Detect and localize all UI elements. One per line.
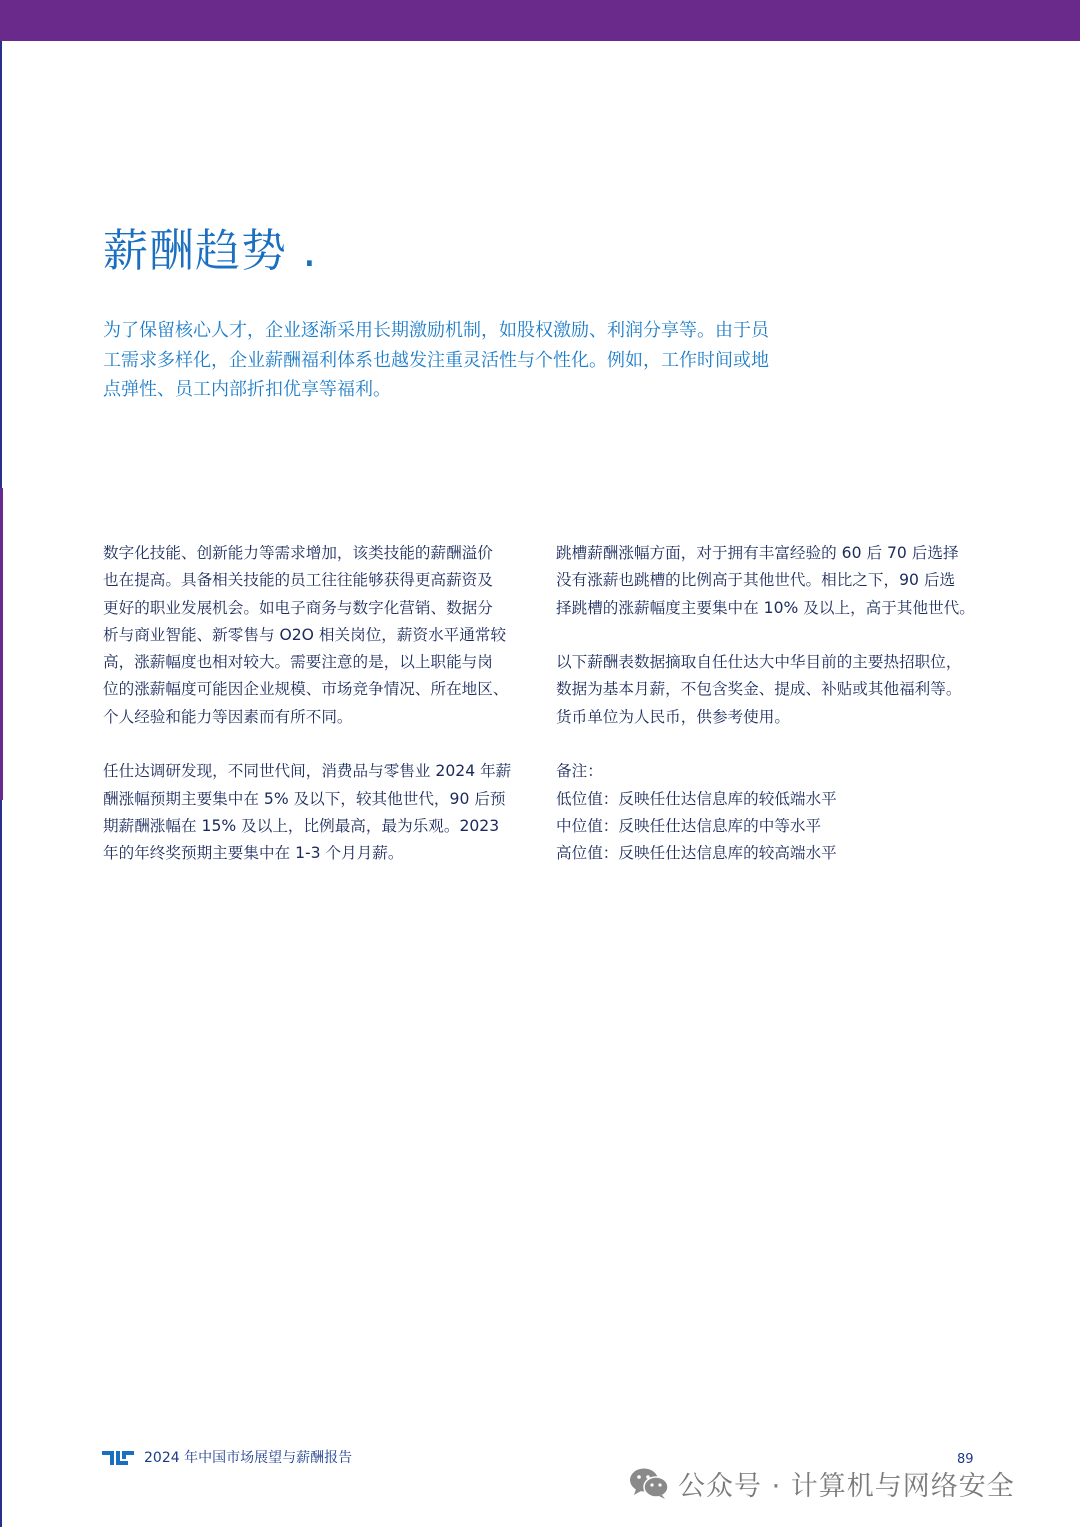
right-column (556, 540, 996, 895)
intro-line: 为了保留核心人才，企业逐渐采用长期激励机制，如股权激励、利润分享等。由于员 (103, 320, 769, 341)
note-high: 高位值：反映任仕达信息库的较高端水平 (556, 844, 837, 863)
left-paragraph-skills (103, 540, 533, 731)
text-line: 也在提高。具备相关技能的员工往往能够获得更高薪资及 (103, 571, 493, 590)
page-title: 薪酬趋势 . (103, 224, 318, 277)
note-low: 低位值：反映任仕达信息库的较低端水平 (556, 789, 837, 808)
text-line: 以下薪酬表数据摘取自任仕达大中华目前的主要热招职位， (556, 653, 962, 672)
text-line: 择跳槽的涨薪幅度主要集中在 10% 及以上，高于其他世代。 (556, 598, 975, 617)
text-line: 数字化技能、创新能力等需求增加，该类技能的薪酬溢价 (103, 544, 493, 562)
right-paragraph-salary-table-info (556, 649, 996, 731)
watermark (628, 1463, 1015, 1503)
text-line: 年的年终奖预期主要集中在 1-3 个月月薪。 (103, 844, 404, 863)
text-line: 期薪酬涨幅在 15% 及以上，比例最高，最为乐观。2023 (103, 816, 500, 835)
text-line: 没有涨薪也跳槽的比例高于其他世代。相比之下，90 后选 (556, 571, 956, 590)
intro-line: 工需求多样化，企业薪酬福利体系也越发注重灵活性与个性化。例如，工作时间或地 (103, 349, 769, 371)
notes-heading: 备注： (556, 762, 603, 781)
text-line: 货币单位为人民币，供参考使用。 (556, 707, 790, 726)
intro-paragraph (103, 316, 803, 405)
text-line: 高，涨薪幅度也相对较大。需要注意的是，以上职能与岗 (103, 653, 493, 672)
right-paragraph-job-hopping (556, 540, 996, 622)
footer-report-title: 2024 年中国市场展望与薪酬报告 (144, 1450, 353, 1466)
text-line: 位的涨薪幅度可能因企业规模、市场竞争情况、所在地区、 (103, 680, 509, 699)
left-edge-accent (0, 488, 3, 800)
right-notes (556, 758, 996, 867)
text-line: 任仕达调研发现，不同世代间，消费品与零售业 2024 年薪 (103, 762, 512, 781)
note-mid: 中位值：反映任仕达信息库的中等水平 (556, 816, 822, 835)
intro-line: 点弹性、员工内部折扣优享等福利。 (103, 379, 391, 400)
header-bar (0, 0, 1080, 41)
watermark-text: 公众号 · 计算机与网络安全 (678, 1470, 1015, 1502)
text-line: 更好的职业发展机会。如电子商务与数字化营销、数据分 (103, 598, 493, 617)
text-line: 数据为基本月薪，不包含奖金、提成、补贴或其他福利等。 (556, 680, 962, 699)
text-line: 跳槽薪酬涨幅方面，对于拥有丰富经验的 60 后 70 后选择 (556, 544, 959, 562)
text-line: 析与商业智能、新零售与 O2O 相关岗位，薪资水平通常较 (103, 625, 507, 644)
text-line: 酬涨幅预期主要集中在 5% 及以下，较其他世代，90 后预 (103, 789, 506, 808)
randstad-logo-icon (100, 1448, 136, 1466)
text-line: 个人经验和能力等因素而有所不同。 (103, 707, 353, 726)
left-paragraph-survey (103, 758, 533, 867)
page-number: 89 (957, 1452, 974, 1467)
left-column (103, 540, 533, 895)
footer (100, 1445, 352, 1469)
wechat-icon (628, 1466, 670, 1500)
